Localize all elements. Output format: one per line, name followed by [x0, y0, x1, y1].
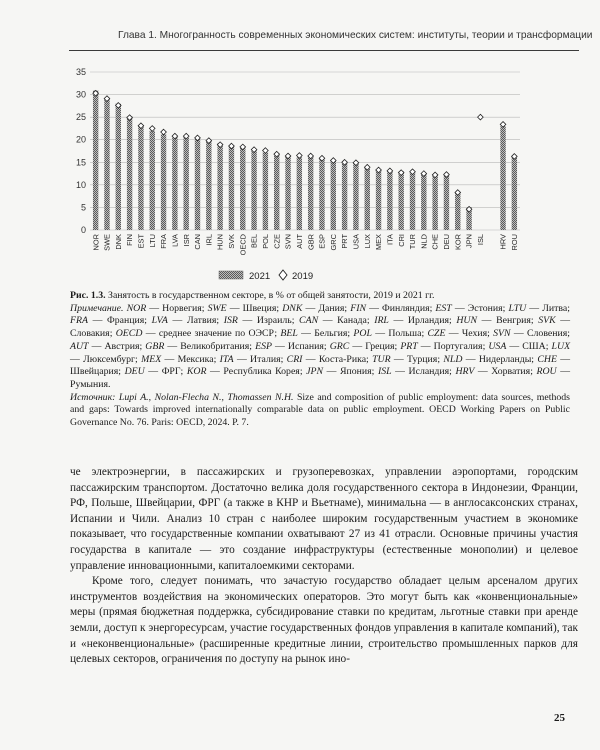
note-code: MEX	[141, 353, 162, 365]
figure-caption	[70, 290, 570, 430]
note-name: Исландия	[408, 366, 450, 378]
note-name: Норвегия	[162, 302, 202, 314]
x-tick-label: ISR	[181, 234, 191, 247]
note-name: Италия	[250, 353, 281, 365]
x-tick-label: ROU	[509, 234, 519, 251]
note-name: Словакия	[70, 328, 110, 340]
note-code: ISL	[377, 366, 392, 378]
note-name: Эстония	[467, 302, 503, 314]
x-tick-label: GBR	[306, 234, 316, 251]
note-code: OECD	[115, 328, 143, 340]
x-tick-label: SVN	[283, 234, 293, 250]
y-tick-label: 30	[75, 89, 86, 100]
bar-2021-deu	[444, 174, 449, 230]
bar-2021-ltu	[150, 131, 155, 230]
x-tick-label: DEU	[442, 234, 452, 250]
note-name: Дания	[318, 302, 345, 314]
x-tick-label: HUN	[215, 234, 225, 251]
figure-note: Примечание. NOR — Норвегия; SWE — Швеция; DNK — Дания; FIN — Финляндия; EST — Эстония; LTU — Литва; FRA — Франция; LVA — Латвия; ISR — Израиль; CAN — Канада; IRL — Ирландия; HUN — Венгрия; SVK — Словакия; OECD — среднее значение по ОЭСР; BEL — Бельгия; POL — Польша; CZE — Чехия; SVN — Словения; AUT — Австрия; GBR — Великобритания; ESP — Испания; GRC — Греция; PRT — Португалия; USA — США; LUX — Люксембург; MEX — Мексика; ITA — Италия; CRI — Коста-Рика; TUR — Турция; NLD — Нидерланды; CHE — Швейцария; DEU — ФРГ; KOR — Республика Корея; JPN — Япония; ISL — Исландия; HRV — Хорватия; ROU — Румыния.	[70, 302, 571, 390]
note-code: NLD	[443, 353, 463, 365]
legend-label-2021: 2021	[249, 271, 271, 282]
bar-2021-rou	[512, 156, 517, 230]
figure-title: Занятость в государственном секторе, в % от общей занятости, 2019 и 2021 гг.	[108, 290, 435, 301]
x-tick-label: EST	[136, 234, 146, 249]
bar-2021-nld	[421, 174, 426, 230]
chart-x-axis	[91, 233, 519, 255]
note-code: POL	[353, 328, 372, 340]
note-code: SVK	[538, 315, 556, 327]
x-tick-label: NOR	[91, 234, 101, 251]
figure-label: Рис. 1.3.	[70, 290, 106, 301]
bar-2021-che	[432, 174, 437, 230]
bar-2021-usa	[353, 163, 358, 230]
bar-2021-svn	[285, 156, 290, 230]
bar-2021-grc	[331, 160, 336, 230]
note-code: GBR	[145, 340, 165, 352]
note-code: FIN	[350, 302, 366, 314]
note-name: Швейцария	[70, 366, 119, 378]
legend-swatch-2021	[219, 271, 243, 279]
bar-2021-can	[195, 139, 200, 230]
note-name: США	[522, 340, 546, 352]
x-tick-label: AUT	[294, 234, 304, 249]
y-tick-label: 0	[80, 225, 86, 235]
bar-2021-lux	[365, 168, 370, 230]
note-code: KOR	[186, 366, 207, 378]
source-label: Источник:	[70, 391, 116, 403]
note-code: FRA	[70, 315, 88, 327]
x-tick-label: CHE	[430, 234, 440, 250]
x-tick-label: NLD	[419, 234, 429, 249]
x-tick-label: CRI	[396, 234, 406, 247]
note-code: ITA	[219, 353, 234, 365]
x-tick-label: PRT	[340, 234, 350, 249]
x-tick-label: ESP	[317, 234, 327, 249]
x-tick-label: FRA	[159, 234, 169, 249]
note-code: IRL	[374, 315, 389, 327]
x-tick-label: USA	[351, 234, 361, 250]
bar-2021-pol	[263, 152, 268, 230]
x-tick-label: LVA	[170, 234, 180, 247]
x-tick-label: JPN	[464, 234, 474, 248]
bar-2021-isr	[183, 137, 188, 230]
note-code: LVA	[151, 315, 168, 327]
note-code: ESP	[255, 340, 272, 352]
note-name: Швеция	[242, 302, 277, 314]
x-tick-label: MEX	[374, 234, 384, 251]
note-name: Хорватия	[491, 366, 531, 378]
bar-2021-kor	[455, 193, 460, 230]
x-tick-label: ITA	[385, 234, 395, 245]
note-name: Республика Корея	[223, 366, 300, 378]
note-code: PRT	[400, 340, 418, 352]
note-name: Испания	[287, 340, 324, 352]
bar-2021-lva	[172, 136, 177, 230]
note-code: BEL	[280, 328, 298, 340]
note-name: Бельгия	[314, 328, 348, 340]
note-name: Ирландия	[407, 315, 449, 327]
note-name: Великобритания	[180, 340, 250, 352]
chart-legend	[219, 270, 313, 282]
x-tick-label: FIN	[125, 234, 135, 246]
note-code: USA	[488, 340, 507, 352]
employment-chart	[0, 0, 600, 290]
paragraph-2: Кроме того, следует понимать, что зачастую государство обладает целым арсеналом других инструментов воздействия на экономических операторов. Это могут быть как «конвенциональные» меры (прямая бюджетная поддержка, субсидирование ставки по кредитам, льготные ставки при аренде земли, доступ к энергоресурсам, участие государственных фондов управления в капитале компаний), так и «неконвенциональные» (расширенные кредитные линии, строительство промышленных парков для целевых секторов, ограничения по доступу на рынок ино-	[70, 575, 578, 666]
bar-2021-cri	[398, 171, 403, 230]
note-name: Финляндия	[381, 302, 430, 314]
bar-2021-ita	[387, 170, 392, 230]
x-tick-label: CAN	[193, 234, 203, 250]
note-name: Латвия	[186, 315, 217, 327]
bar-2021-swe	[104, 98, 109, 230]
x-tick-label: POL	[260, 234, 270, 249]
body-text	[70, 465, 578, 668]
note-code: NOR	[126, 302, 147, 314]
note-name: Чехия	[461, 328, 488, 340]
note-name: Польша	[388, 328, 422, 340]
bar-2021-prt	[342, 162, 347, 230]
page-number: 25	[554, 712, 565, 724]
note-code: AUT	[70, 340, 89, 352]
note-name: Португалия	[433, 340, 483, 352]
bar-2021-aut	[297, 157, 302, 230]
legend-marker-2019	[279, 270, 287, 280]
note-code: CZE	[427, 328, 446, 340]
note-code: DEU	[124, 366, 145, 378]
note-code: ROU	[536, 366, 557, 378]
note-label: Примечание.	[70, 302, 124, 314]
note-name: Австрия	[104, 340, 140, 352]
bar-2021-irl	[206, 141, 211, 230]
note-name: Словения	[527, 328, 568, 340]
running-header: Глава 1. Многогранность современных экономических систем: институты, теории и трансформации	[118, 30, 593, 41]
y-tick-label: 25	[75, 112, 86, 123]
bar-2021-esp	[319, 159, 324, 230]
x-tick-label: LUX	[362, 234, 372, 249]
note-name: Литва	[542, 302, 568, 314]
x-tick-label: SWE	[102, 234, 112, 251]
note-name: Нидерланды	[478, 353, 532, 365]
note-name: Коста-Рика	[318, 353, 367, 365]
note-code: EST	[435, 302, 452, 314]
y-tick-label: 10	[75, 179, 86, 190]
chart-markers-2019	[93, 90, 517, 212]
bar-2021-mex	[376, 170, 381, 230]
note-name: Венгрия	[496, 315, 531, 327]
bar-2021-gbr	[308, 157, 313, 230]
note-name: Канада	[337, 315, 367, 327]
bar-2021-bel	[251, 151, 256, 230]
note-code: HRV	[455, 366, 475, 378]
note-code: ISR	[223, 315, 238, 327]
x-tick-label: DNK	[113, 234, 123, 250]
note-code: CAN	[299, 315, 319, 327]
bar-2021-nor	[93, 91, 98, 230]
marker-2019-isl	[478, 114, 484, 120]
marker-2019-ltu	[149, 126, 155, 132]
note-code: LUX	[551, 340, 571, 352]
y-tick-label: 20	[75, 134, 86, 145]
bar-2021-tur	[410, 173, 415, 230]
note-name: Турция	[407, 353, 438, 365]
x-tick-label: SVK	[227, 234, 237, 249]
bar-2021-fin	[127, 116, 132, 230]
bar-2021-oecd	[240, 147, 245, 230]
bar-2021-hun	[217, 143, 222, 230]
note-name: Люксембург	[83, 353, 136, 365]
bar-2021-dnk	[116, 104, 121, 230]
chart-bars	[93, 91, 517, 230]
note-name: среднее значение по ОЭСР	[158, 328, 275, 340]
note-name: Япония	[339, 366, 372, 378]
x-tick-label: TUR	[408, 234, 418, 250]
x-tick-label: GRC	[328, 234, 338, 251]
x-tick-label: HRV	[498, 234, 508, 250]
note-name: Израиль	[256, 315, 292, 327]
note-name: Румыния	[70, 378, 108, 390]
x-tick-label: LTU	[147, 234, 157, 248]
note-code: GRC	[329, 340, 350, 352]
note-code: CHE	[537, 353, 557, 365]
note-code: LTU	[508, 302, 527, 314]
source-text: Size and composition of public employment: data sources, methods and gaps: Towards improved internationally comparable data on public employment. OECD Working Papers on Public Governance No. 76. Paris: OECD, 2024. P. 7.	[70, 391, 570, 429]
bar-2021-fra	[161, 134, 166, 230]
bar-2021-svk	[229, 146, 234, 230]
bar-2021-est	[138, 125, 143, 230]
note-code: HUN	[456, 315, 478, 327]
figure-source	[70, 392, 570, 430]
note-name: Мексика	[177, 353, 214, 365]
bar-2021-cze	[274, 155, 279, 230]
note-name: ФРГ	[161, 366, 181, 378]
note-code: TUR	[372, 353, 391, 365]
note-code: DNK	[282, 302, 303, 314]
chart-y-axis	[76, 67, 86, 235]
note-name: Греция	[365, 340, 395, 352]
y-tick-label: 15	[75, 157, 86, 168]
y-tick-label: 35	[75, 67, 86, 77]
x-tick-label: CZE	[272, 234, 282, 249]
note-name: Франция	[106, 315, 145, 327]
legend-label-2019: 2019	[292, 271, 314, 282]
note-code: SWE	[207, 302, 227, 314]
x-tick-label: ISL	[475, 234, 485, 246]
x-tick-label: BEL	[249, 234, 259, 248]
paragraph-1: че электроэнергии, в пассажирских и грузоперевозках, управлении аэропортами, городским пассажирским транспортом. Достаточно велика доля государственного сектора в Индонезии, Франции, РФ, Польше, Швейцарии, ФРГ (а также в КНР и Вьетнаме), минимальна — в англосаксонских странах, Испании и Чили. Анализ 10 стран с наиболее широким государственным участием в экономике показывает, что государственные компании охватывают 27 из 41 отрасли. Основные причины участия государства в капитале — это создание инфраструктуры (естественные монополии) и целевое управление инновационными, капиталоемкими секторами.	[70, 466, 578, 572]
note-code: JPN	[306, 366, 323, 378]
x-tick-label: KOR	[453, 234, 463, 251]
x-tick-label: OECD	[238, 234, 248, 256]
y-tick-label: 5	[80, 202, 86, 213]
x-tick-label: IRL	[204, 234, 214, 246]
source-authors: Lupi A., Nolan-Flecha N., Thomassen N.H.	[118, 391, 294, 403]
marker-2019-fra	[161, 129, 167, 135]
note-code: SVN	[493, 328, 511, 340]
bar-2021-hrv	[500, 126, 505, 230]
note-code: CRI	[286, 353, 303, 365]
